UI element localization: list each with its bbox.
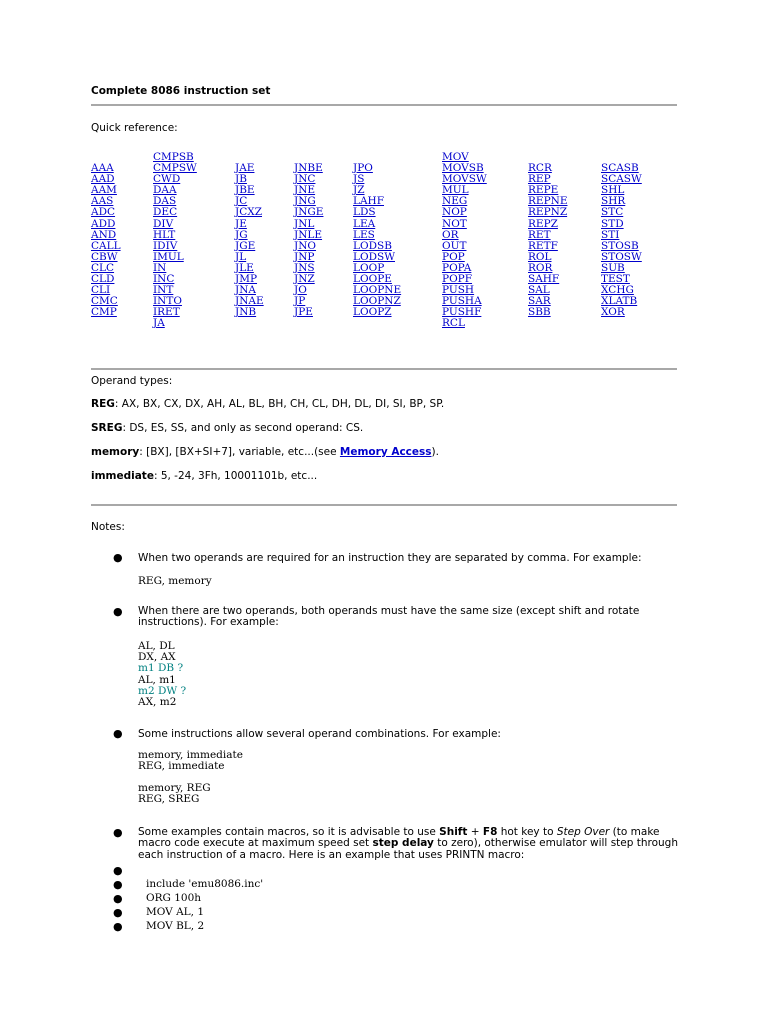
divider — [91, 504, 677, 506]
instruction-link-loope[interactable]: LOOPE — [353, 273, 392, 286]
code-line: memory, immediate — [138, 749, 243, 761]
instruction-link-popf[interactable]: POPF — [442, 273, 473, 286]
instruction-link-je[interactable]: JE — [235, 217, 247, 230]
instruction-link-rep[interactable]: REP — [528, 173, 551, 186]
instruction-link-cli[interactable]: CLI — [91, 284, 111, 297]
instruction-link-jnl[interactable]: JNL — [294, 217, 315, 230]
instruction-link-cmp[interactable]: CMP — [91, 306, 117, 319]
list-item: include 'emu8086.inc' — [146, 878, 264, 890]
code-line: AL, m1 — [138, 673, 176, 686]
instruction-link-not[interactable]: NOT — [442, 217, 467, 230]
instruction-link-sti[interactable]: STI — [601, 228, 620, 241]
memory-term: memory — [91, 446, 140, 458]
instruction-link-adc[interactable]: ADC — [91, 206, 116, 219]
instruction-link-ja[interactable]: JA — [153, 317, 165, 330]
instruction-link-jnc[interactable]: JNC — [294, 173, 316, 186]
instruction-link-retf[interactable]: RETF — [528, 239, 558, 252]
step-over-label: Step Over — [556, 826, 610, 838]
instruction-link-sar[interactable]: SAR — [528, 295, 551, 308]
instruction-link-dec[interactable]: DEC — [153, 206, 178, 219]
note-4-part: + — [467, 826, 483, 838]
note-4-text — [138, 827, 678, 861]
note-4-part: Some examples contain macros, so it is advisable to use — [138, 826, 440, 838]
code-line: REG, SREG — [138, 793, 200, 806]
instruction-link-jb[interactable]: JB — [235, 173, 247, 186]
reg-term: REG — [91, 398, 115, 410]
instruction-link-jnb[interactable]: JNB — [235, 306, 257, 319]
instruction-link-jnz[interactable]: JNZ — [294, 273, 315, 286]
bullet-icon: ● — [113, 605, 123, 618]
instruction-link-imul[interactable]: IMUL — [153, 250, 184, 263]
instruction-link-repe[interactable]: REPE — [528, 184, 559, 197]
instruction-link-repne[interactable]: REPNE — [528, 195, 568, 208]
instruction-link-rol[interactable]: ROL — [528, 250, 552, 263]
instruction-link-loopz[interactable]: LOOPZ — [353, 306, 392, 319]
instruction-link-idiv[interactable]: IDIV — [153, 239, 178, 252]
code-line: REG, memory — [138, 575, 212, 587]
instruction-link-aas[interactable]: AAS — [91, 195, 114, 208]
divider — [91, 368, 677, 370]
instruction-link-and[interactable]: AND — [91, 228, 117, 241]
instruction-link-rcr[interactable]: RCR — [528, 162, 552, 175]
instruction-link-pushf[interactable]: PUSHF — [442, 306, 482, 319]
instruction-link-push[interactable]: PUSH — [442, 284, 475, 297]
instruction-link-les[interactable]: LES — [353, 228, 375, 241]
instruction-link-js[interactable]: JS — [353, 173, 365, 186]
instruction-link-jc[interactable]: JC — [235, 195, 248, 208]
instruction-column-2 — [153, 152, 197, 330]
instruction-column-4 — [294, 163, 323, 318]
instruction-link-in[interactable]: IN — [153, 261, 167, 274]
bullet-icon: ● — [113, 727, 123, 740]
instruction-link-jnge[interactable]: JNGE — [294, 206, 324, 219]
immediate-operand-line — [91, 470, 317, 482]
instruction-link-sub[interactable]: SUB — [601, 261, 625, 274]
instruction-link-int[interactable]: INT — [153, 284, 174, 297]
step-delay-label: step delay — [372, 837, 434, 850]
page-title: Complete 8086 instruction set — [91, 85, 271, 97]
code-line: AL, DL — [138, 640, 175, 652]
instruction-link-stosb[interactable]: STOSB — [601, 239, 639, 252]
instruction-link-stosw[interactable]: STOSW — [601, 250, 642, 263]
f8-key-label: F8 — [482, 826, 498, 838]
code-line: DX, AX — [138, 651, 176, 664]
instruction-link-cmpsb[interactable]: CMPSB — [153, 151, 194, 163]
instruction-column-8 — [601, 163, 642, 318]
instruction-link-jz[interactable]: JZ — [353, 184, 365, 197]
instruction-column-7 — [528, 163, 568, 318]
instruction-link-sbb[interactable]: SBB — [528, 306, 551, 319]
instruction-column-5 — [353, 163, 401, 318]
instruction-link-jge[interactable]: JGE — [235, 239, 256, 252]
instruction-link-scasw[interactable]: SCASW — [601, 173, 642, 186]
instruction-column-6 — [442, 152, 487, 330]
instruction-link-shl[interactable]: SHL — [601, 184, 625, 197]
instruction-link-jnle[interactable]: JNLE — [294, 228, 323, 241]
immediate-description: : 5, -24, 3Fh, 10001101b, etc... — [153, 470, 318, 482]
instruction-link-daa[interactable]: DAA — [153, 184, 177, 197]
sreg-term: SREG — [91, 422, 123, 434]
instruction-link-jg[interactable]: JG — [235, 228, 248, 241]
instruction-link-repz[interactable]: REPZ — [528, 217, 558, 230]
instruction-link-add[interactable]: ADD — [91, 217, 116, 230]
instruction-link-jpe[interactable]: JPE — [294, 306, 313, 319]
instruction-link-stc[interactable]: STC — [601, 206, 624, 219]
note-4-part: (to make macro code execute at maximum speed set — [138, 826, 660, 850]
instruction-link-jnp[interactable]: JNP — [294, 250, 315, 263]
note-3-text: Some instructions allow several operand combinations. For example: — [138, 728, 501, 740]
instruction-link-jnae[interactable]: JNAE — [235, 295, 264, 308]
reg-description: : AX, BX, CX, DX, AH, AL, BL, BH, CH, CL, DH, DL, DI, SI, BP, SP. — [114, 398, 445, 410]
note-1-text: When two operands are required for an instruction they are separated by comma. For example: — [138, 552, 642, 564]
note-3-example-2 — [138, 783, 211, 805]
instruction-link-pusha[interactable]: PUSHA — [442, 295, 482, 308]
instruction-link-xor[interactable]: XOR — [601, 306, 625, 319]
instruction-link-jns[interactable]: JNS — [294, 261, 315, 274]
instruction-link-lea[interactable]: LEA — [353, 217, 376, 230]
instruction-link-lodsw[interactable]: LODSW — [353, 250, 395, 263]
instruction-link-jnbe[interactable]: JNBE — [294, 162, 323, 175]
code-line: AX, m2 — [138, 696, 177, 709]
instruction-link-sahf[interactable]: SAHF — [528, 273, 560, 286]
instruction-link-mul[interactable]: MUL — [442, 184, 469, 197]
list-item: ORG 100h — [146, 892, 202, 904]
list-item: MOV AL, 1 — [146, 906, 205, 918]
instruction-link-lodsb[interactable]: LODSB — [353, 239, 392, 252]
instruction-link-shr[interactable]: SHR — [601, 195, 626, 208]
instruction-link-movsb[interactable]: MOVSB — [442, 162, 484, 175]
instruction-link-hlt[interactable]: HLT — [153, 228, 176, 241]
instruction-link-jne[interactable]: JNE — [294, 184, 316, 197]
instruction-link-jna[interactable]: JNA — [235, 284, 256, 297]
instruction-link-call[interactable]: CALL — [91, 239, 121, 252]
note-2-example — [138, 641, 186, 708]
instruction-link-sal[interactable]: SAL — [528, 284, 550, 297]
bullet-icon: ● — [113, 864, 123, 877]
instruction-link-jpo[interactable]: JPO — [353, 162, 373, 175]
sreg-description: : DS, ES, SS, and only as second operand: CS. — [122, 422, 364, 434]
instruction-link-cbw[interactable]: CBW — [91, 250, 118, 263]
instruction-link-neg[interactable]: NEG — [442, 195, 468, 208]
bullet-icon: ● — [113, 892, 123, 905]
instruction-link-cld[interactable]: CLD — [91, 273, 115, 286]
instruction-link-jbe[interactable]: JBE — [235, 184, 255, 197]
instruction-link-clc[interactable]: CLC — [91, 261, 115, 274]
operand-types-label: Operand types: — [91, 375, 173, 387]
memory-description-end: ). — [431, 446, 439, 458]
note-4-part: to zero), otherwise emulator will step through each instruction of a macro. Here is an example that uses PRINTN macro: — [138, 837, 678, 861]
quick-reference-label: Quick reference: — [91, 122, 178, 134]
instruction-link-pop[interactable]: POP — [442, 250, 465, 263]
instruction-link-cwd[interactable]: CWD — [153, 173, 181, 186]
instruction-link-jae[interactable]: JAE — [235, 162, 255, 175]
code-line-declaration: m1 DB ? — [138, 662, 184, 675]
notes-label: Notes: — [91, 521, 125, 533]
instruction-link-or[interactable]: OR — [442, 228, 459, 241]
instruction-link-into[interactable]: INTO — [153, 295, 182, 308]
instruction-link-nop[interactable]: NOP — [442, 206, 467, 219]
instruction-link-std[interactable]: STD — [601, 217, 624, 230]
instruction-link-jle[interactable]: JLE — [235, 261, 254, 274]
instruction-link-test[interactable]: TEST — [601, 273, 630, 286]
instruction-link-aaa[interactable]: AAA — [91, 162, 114, 175]
instruction-link-jng[interactable]: JNG — [294, 195, 316, 208]
instruction-link-jl[interactable]: JL — [235, 250, 247, 263]
note-3-example-1 — [138, 750, 243, 772]
instruction-link-aam[interactable]: AAM — [91, 184, 117, 197]
instruction-link-cmc[interactable]: CMC — [91, 295, 118, 308]
memory-description: : [BX], [BX+SI+7], variable, etc...(see — [139, 446, 340, 458]
instruction-link-jmp[interactable]: JMP — [235, 273, 258, 286]
instruction-link-scasb[interactable]: SCASB — [601, 162, 639, 175]
shift-key-label: Shift — [439, 826, 468, 838]
bullet-icon: ● — [113, 878, 123, 891]
instruction-link-popa[interactable]: POPA — [442, 261, 472, 274]
instruction-link-loopnz[interactable]: LOOPNZ — [353, 295, 401, 308]
instruction-link-xlatb[interactable]: XLATB — [601, 295, 638, 308]
instruction-link-das[interactable]: DAS — [153, 195, 177, 208]
instruction-link-movsw[interactable]: MOVSW — [442, 173, 487, 186]
instruction-link-iret[interactable]: IRET — [153, 306, 180, 319]
instruction-link-ret[interactable]: RET — [528, 228, 551, 241]
bullet-icon: ● — [113, 920, 123, 933]
instruction-link-jo[interactable]: JO — [294, 284, 307, 297]
instruction-link-loopne[interactable]: LOOPNE — [353, 284, 402, 297]
instruction-link-lahf[interactable]: LAHF — [353, 195, 384, 208]
instruction-link-rcl[interactable]: RCL — [442, 317, 465, 330]
memory-access-link[interactable]: Memory Access — [339, 446, 432, 458]
reg-operand-line — [91, 398, 444, 410]
code-line: REG, immediate — [138, 760, 225, 773]
note-2-text: When there are two operands, both operands must have the same size (except shift and rotate instructions). For example: — [138, 605, 640, 629]
instruction-column-1 — [91, 163, 121, 318]
note-4-part: hot key to — [497, 826, 557, 838]
instruction-link-jno[interactable]: JNO — [294, 239, 317, 252]
code-line-declaration: m2 DW ? — [138, 684, 187, 697]
bullet-icon: ● — [113, 551, 123, 564]
instruction-link-div[interactable]: DIV — [153, 217, 174, 230]
instruction-link-mov[interactable]: MOV — [442, 151, 469, 163]
instruction-link-xchg[interactable]: XCHG — [601, 284, 634, 297]
instruction-link-lds[interactable]: LDS — [353, 206, 376, 219]
sreg-operand-line — [91, 422, 363, 434]
code-line: memory, REG — [138, 782, 211, 794]
instruction-link-jcxz[interactable]: JCXZ — [235, 206, 263, 219]
bullet-icon: ● — [113, 906, 123, 919]
bullet-icon: ● — [113, 826, 123, 839]
divider — [91, 104, 677, 106]
instruction-link-out[interactable]: OUT — [442, 239, 467, 252]
instruction-link-ror[interactable]: ROR — [528, 261, 553, 274]
instruction-link-loop[interactable]: LOOP — [353, 261, 385, 274]
list-item: MOV BL, 2 — [146, 920, 205, 932]
instruction-column-3 — [235, 163, 264, 318]
memory-operand-line — [91, 446, 439, 458]
instruction-link-repnz[interactable]: REPNZ — [528, 206, 568, 219]
instruction-link-cmpsw[interactable]: CMPSW — [153, 162, 197, 175]
instruction-link-inc[interactable]: INC — [153, 273, 175, 286]
instruction-link-aad[interactable]: AAD — [91, 173, 115, 186]
instruction-link-jp[interactable]: JP — [294, 295, 306, 308]
immediate-term: immediate — [91, 470, 154, 482]
note-1-example — [138, 576, 212, 587]
